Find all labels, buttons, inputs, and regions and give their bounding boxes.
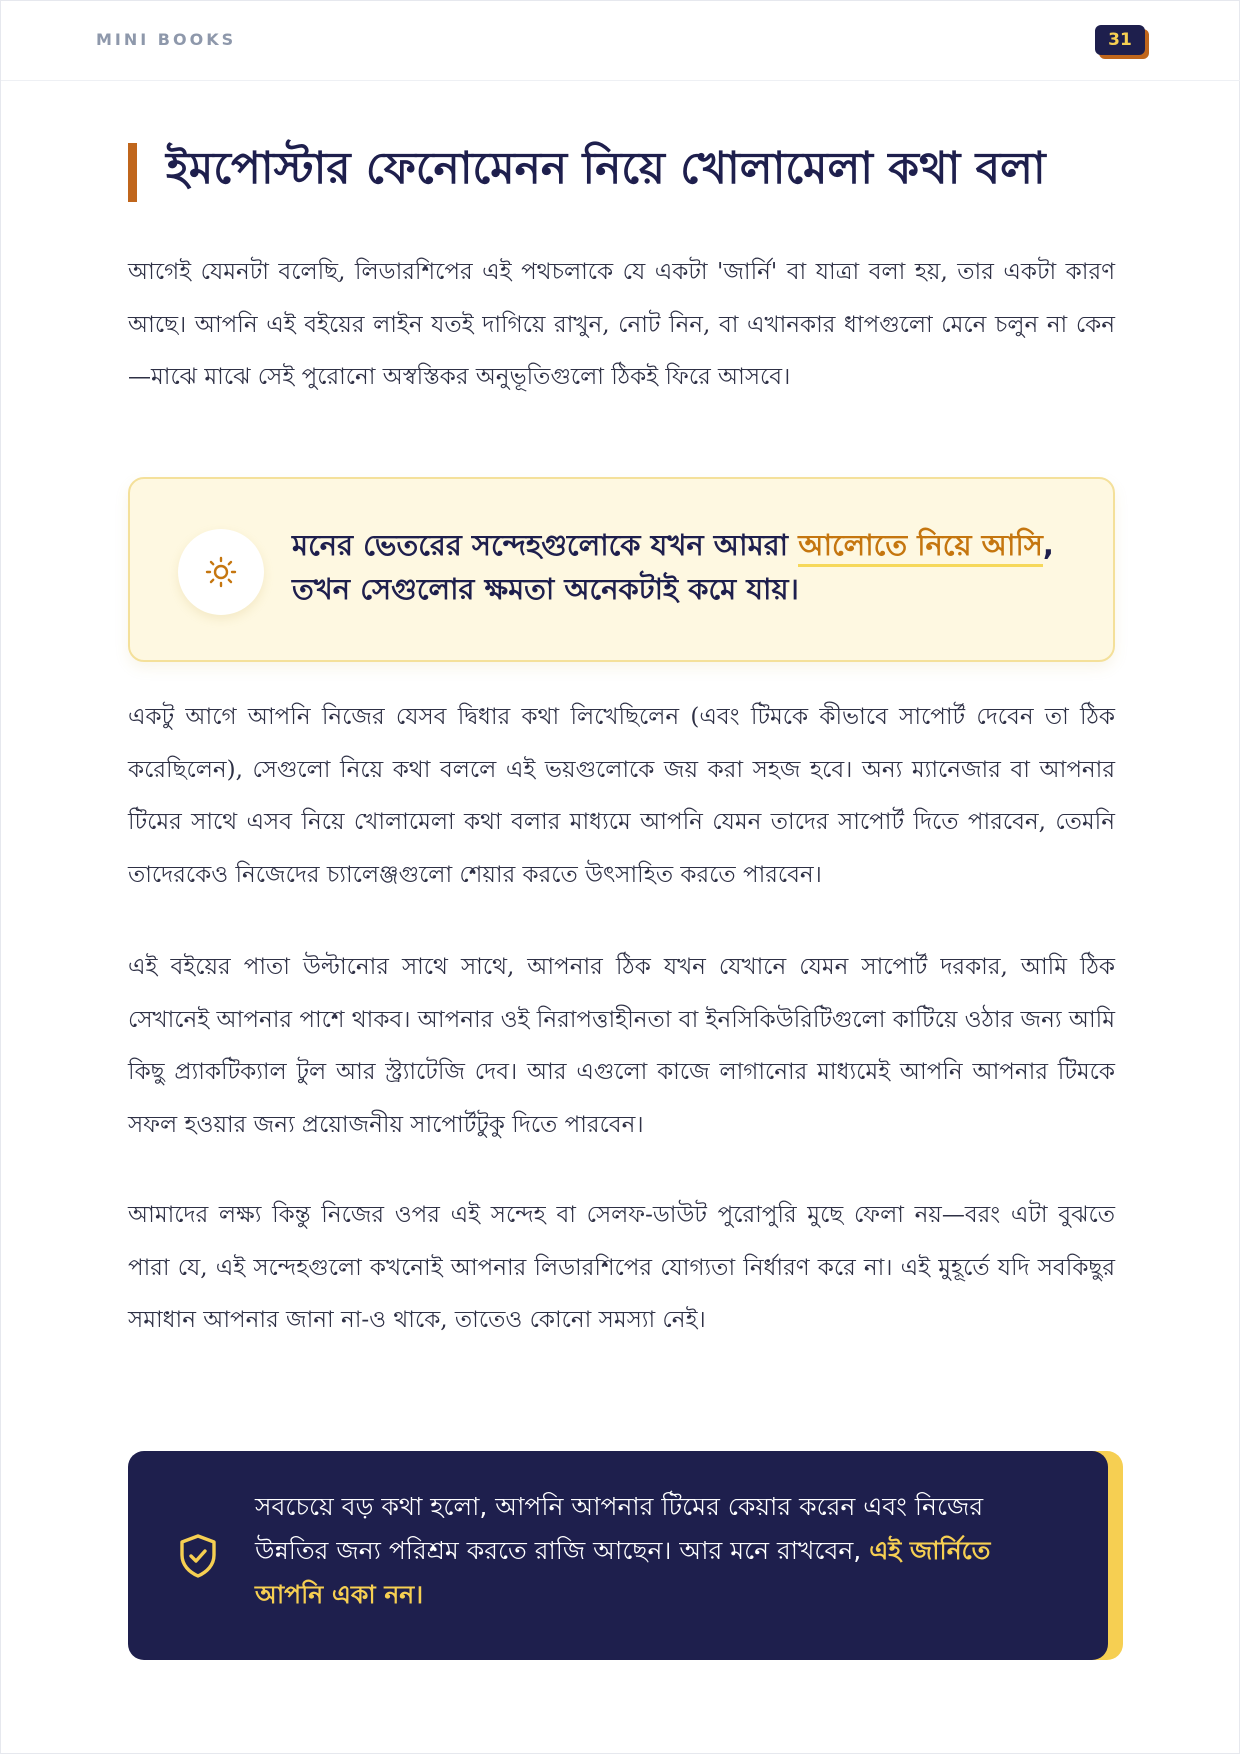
paragraph-2: একটু আগে আপনি নিজের যেসব দ্বিধার কথা লিখেছিলেন (এবং টিমকে কীভাবে সাপোর্ট দেবেন তা ঠিক করেছিলেন), সেগুলো নিয়ে কথা বললে এই ভয়গুলোকে জয় করা সহজ হবে। অন্য ম্যানেজার বা আপনার টিমের সাথে এসব নিয়ে খোলামেলা কথা বলার মাধ্যমে আপনি যেমন তাদের সাপোর্ট দিতে পারবেন, তেমনি তাদেরকেও নিজেদের চ্যালেঞ্জগুলো শেয়ার করতে উৎসাহিত করতে পারবেন। — [128, 704, 1115, 888]
page-number: 31 — [1095, 25, 1145, 55]
summary-text-body: সবচেয়ে বড় কথা হলো, আপনি আপনার টিমের কেয়ার করেন এবং নিজের উন্নতির জন্য পরিশ্রম করতে রাজি আছেন। আর মনে রাখবেন, — [255, 1492, 984, 1565]
page-header — [1, 1, 1240, 81]
summary-box — [128, 1451, 1115, 1660]
summary-text — [255, 1485, 1055, 1617]
quote-callout — [128, 477, 1115, 662]
summary-box-panel — [128, 1451, 1108, 1660]
sun-icon — [205, 556, 237, 588]
title-accent-bar — [128, 143, 137, 202]
callout-text — [292, 523, 1072, 611]
paragraph-3: এই বইয়ের পাতা উল্টানোর সাথে সাথে, আপনার ঠিক যখন যেখানে যেমন সাপোর্ট দরকার, আমি ঠিক সেখানেই আপনার পাশে থাকব। আপনার ওই নিরাপত্তাহীনতা বা ইনসিকিউরিটিগুলো কাটিয়ে ওঠার জন্য আমি কিছু প্র্যাকটিক্যাল টুল আর স্ট্র্যাটেজি দেব। আর এগুলো কাজে লাগানোর মাধ্যমেই আপনি আপনার টিমকে সফল হওয়ার জন্য প্রয়োজনীয় সাপোর্টটুকু দিতে পারবেন। — [128, 954, 1116, 1138]
paragraph-1: আগেই যেমনটা বলেছি, লিডারশিপের এই পথচলাকে যে একটা 'জার্নি' বা যাত্রা বলা হয়, তার একটা কারণ আছে। আপনি এই বইয়ের লাইন যতই দাগিয়ে রাখুন, নোট নিন, বা এখানকার ধাপগুলো মেনে চলুন না কেন—মাঝে মাঝে সেই পুরোনো অস্বস্তিকর অনুভূতিগুলো ঠিকই ফিরে আসবে। — [128, 259, 1115, 390]
sun-icon-badge — [178, 529, 264, 615]
shield-check-icon — [178, 1533, 218, 1579]
brand-label: MINI BOOKS — [96, 30, 237, 49]
callout-highlight: আলোতে নিয়ে আসি — [798, 528, 1043, 567]
page-title: ইমপোস্টার ফেনোমেনন নিয়ে খোলামেলা কথা বলা — [166, 143, 1046, 194]
page-number-badge — [1095, 25, 1149, 59]
paragraph-4: আমাদের লক্ষ্য কিন্তু নিজের ওপর এই সন্দেহ বা সেলফ-ডাউট পুরোপুরি মুছে ফেলা নয়—বরং এটা বুঝতে পারা যে, এই সন্দেহগুলো কখনোই আপনার লিডারশিপের যোগ্যতা নির্ধারণ করে না। এই মুহূর্তে যদি সবকিছুর সমাধান আপনার জানা না-ও থাকে, তাতেও কোনো সমস্যা নেই। — [128, 1202, 1115, 1333]
callout-text-before: মনের ভেতরের সন্দেহগুলোকে যখন আমরা — [292, 528, 799, 562]
callout-text-after: , তখন সেগুলোর ক্ষমতা অনেকটাই কমে যায়। — [292, 528, 1054, 606]
summary-highlight: এই জার্নিতে আপনি একা নন। — [255, 1536, 991, 1609]
